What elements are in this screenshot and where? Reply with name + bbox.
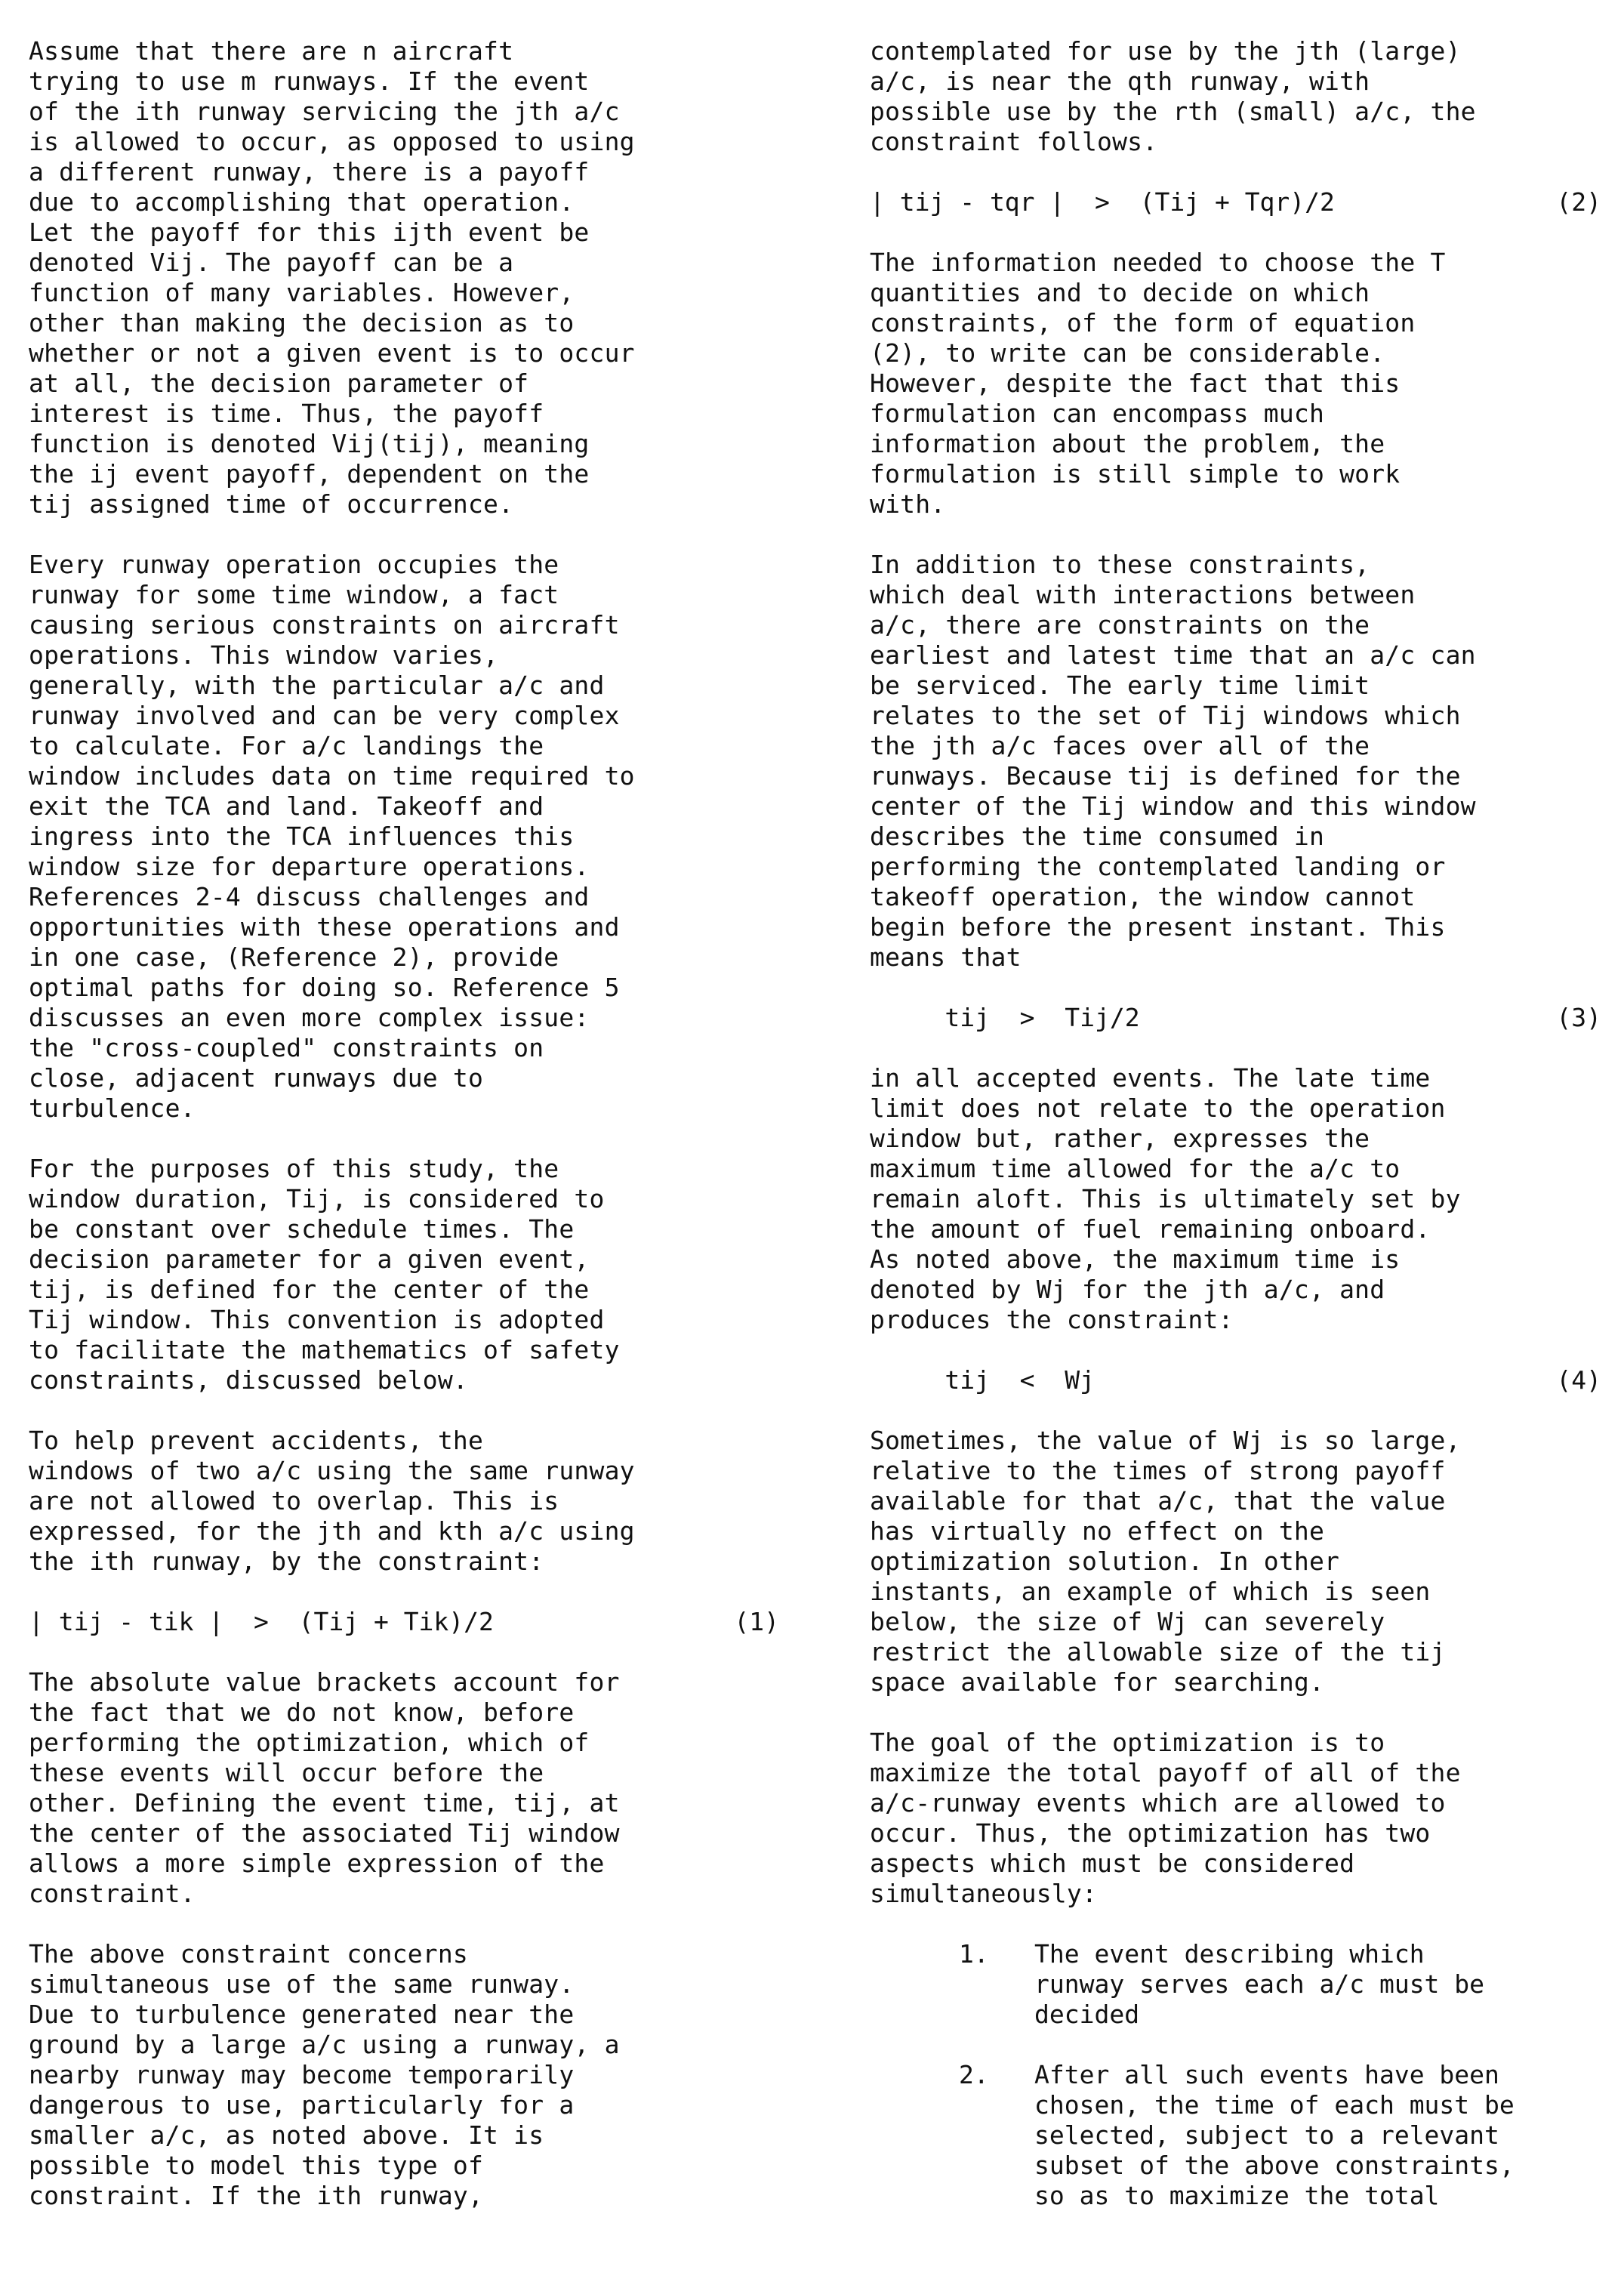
- equation-expression: tij < Wj: [870, 1365, 1096, 1395]
- list-number: 2.: [959, 2060, 989, 2089]
- equation-expression: | tij - tik | > (Tij + Tik)/2: [29, 1607, 494, 1636]
- equation-expression: tij > Tij/2: [870, 1003, 1140, 1032]
- paragraph: Sometimes, the value of Wj is so large, relative to the times of strong payoff available for that a/c, that the value has virtually no effect on the optimization solution. In other instants, an example of which is seen below, the size of Wj can severely restrict the allowable size of the tij space available for searching.: [870, 1426, 1461, 1697]
- equation-number: (3): [1556, 1003, 1601, 1032]
- list-number: 1.: [959, 1939, 989, 1969]
- paragraph: The goal of the optimization is to maximize the total payoff of all of the a/c-runway events which are allowed to occur. Thus, the optimization has two aspects which must be considered simultaneously:: [870, 1728, 1461, 1908]
- paragraph: In addition to these constraints, which deal with interactions between a/c, there are constraints on the earliest and latest time that an a/c can be serviced. The early time limit relates to the set of Tij windows which the jth a/c faces over all of the runways. Because tij is defined for the center of the Tij window and this window describes the time consumed in performing the contemplated landing or takeoff operation, the window cannot begin before the present instant. This means that: [870, 550, 1476, 972]
- equation-4: [870, 1365, 1606, 1395]
- numbered-list: [870, 1939, 1606, 2211]
- equation-expression: | tij - tqr | > (Tij + Tqr)/2: [870, 187, 1335, 217]
- list-item: [870, 2060, 1606, 2211]
- equation-1: [29, 1607, 784, 1637]
- list-text: The event describing which runway serves each a/c must be decided: [1034, 1939, 1485, 2029]
- equation-number: (2): [1556, 187, 1601, 217]
- paragraph: contemplated for use by the jth (large) a/c, is near the qth runway, with possible use by the rth (small) a/c, the constraint follows.: [870, 36, 1476, 156]
- paragraph: The information needed to choose the T quantities and to decide on which constraints, of the form of equation (2), to write can be considerable. However, despite the fact that this formulation can encompass much information about the problem, the formulation is still simple to work with.: [870, 248, 1446, 519]
- right-column: [870, 36, 1606, 2241]
- equation-2: [870, 187, 1606, 217]
- paragraph: The above constraint concerns simultaneous use of the same runway. Due to turbulence generated near the ground by a large a/c using a runway, a nearby runway may become temporarily dangerous to use, particularly for a smaller a/c, as noted above. It is possible to model this type of constraint. If the ith runway,: [29, 1939, 620, 2210]
- left-column: [29, 36, 784, 2241]
- paragraph: in all accepted events. The late time limit does not relate to the operation window but, rather, expresses the maximum time allowed for the a/c to remain aloft. This is ultimately set by the amount of fuel remaining onboard. As noted above, the maximum time is denoted by Wj for the jth a/c, and produces the constraint:: [870, 1063, 1461, 1334]
- paragraph: Assume that there are n aircraft trying to use m runways. If the event of the ith runway servicing the jth a/c is allowed to occur, as opposed to using a different runway, there is a payoff due to accomplishing that operation. Let the payoff for this ijth event be denoted Vij. The payoff can be a function of many variables. However, other than making the decision as to whether or not a given event is to occur at all, the decision parameter of interest is time. Thus, the payoff function is denoted Vij(tij), meaning the ij event payoff, dependent on the tij assigned time of occurrence.: [29, 36, 635, 519]
- equation-number: (1): [734, 1607, 779, 1636]
- equation-3: [870, 1003, 1606, 1033]
- paragraph: To help prevent accidents, the windows of two a/c using the same runway are not allowed to overlap. This is expressed, for the jth and kth a/c using the ith runway, by the constraint:: [29, 1426, 635, 1576]
- list-item: [870, 1939, 1606, 2030]
- paragraph: For the purposes of this study, the window duration, Tij, is considered to be constant over schedule times. The decision parameter for a given event, tij, is defined for the center of the Tij window. This convention is adopted to facilitate the mathematics of safety constraints, discussed below.: [29, 1154, 620, 1395]
- paragraph: Every runway operation occupies the runway for some time window, a fact causing serious constraints on aircraft operations. This window varies, generally, with the particular a/c and runway involved and can be very complex to calculate. For a/c landings the window includes data on time required to exit the TCA and land. Takeoff and ingress into the TCA influences this window size for departure operations. References 2-4 discuss challenges and opportunities with these operations and in one case, (Reference 2), provide optimal paths for doing so. Reference 5 discusses an even more complex issue: the "cross-coupled" constraints on close, adjacent runways due to turbulence.: [29, 550, 635, 1123]
- equation-number: (4): [1556, 1365, 1601, 1395]
- list-text: After all such events have been chosen, the time of each must be selected, subject to a relevant subset of the above constraints, so as to maximize the total: [1034, 2060, 1515, 2210]
- paragraph: The absolute value brackets account for the fact that we do not know, before performing the optimization, which of these events will occur before the other. Defining the event time, tij, at the center of the associated Tij window allows a more simple expression of the constraint.: [29, 1667, 620, 1908]
